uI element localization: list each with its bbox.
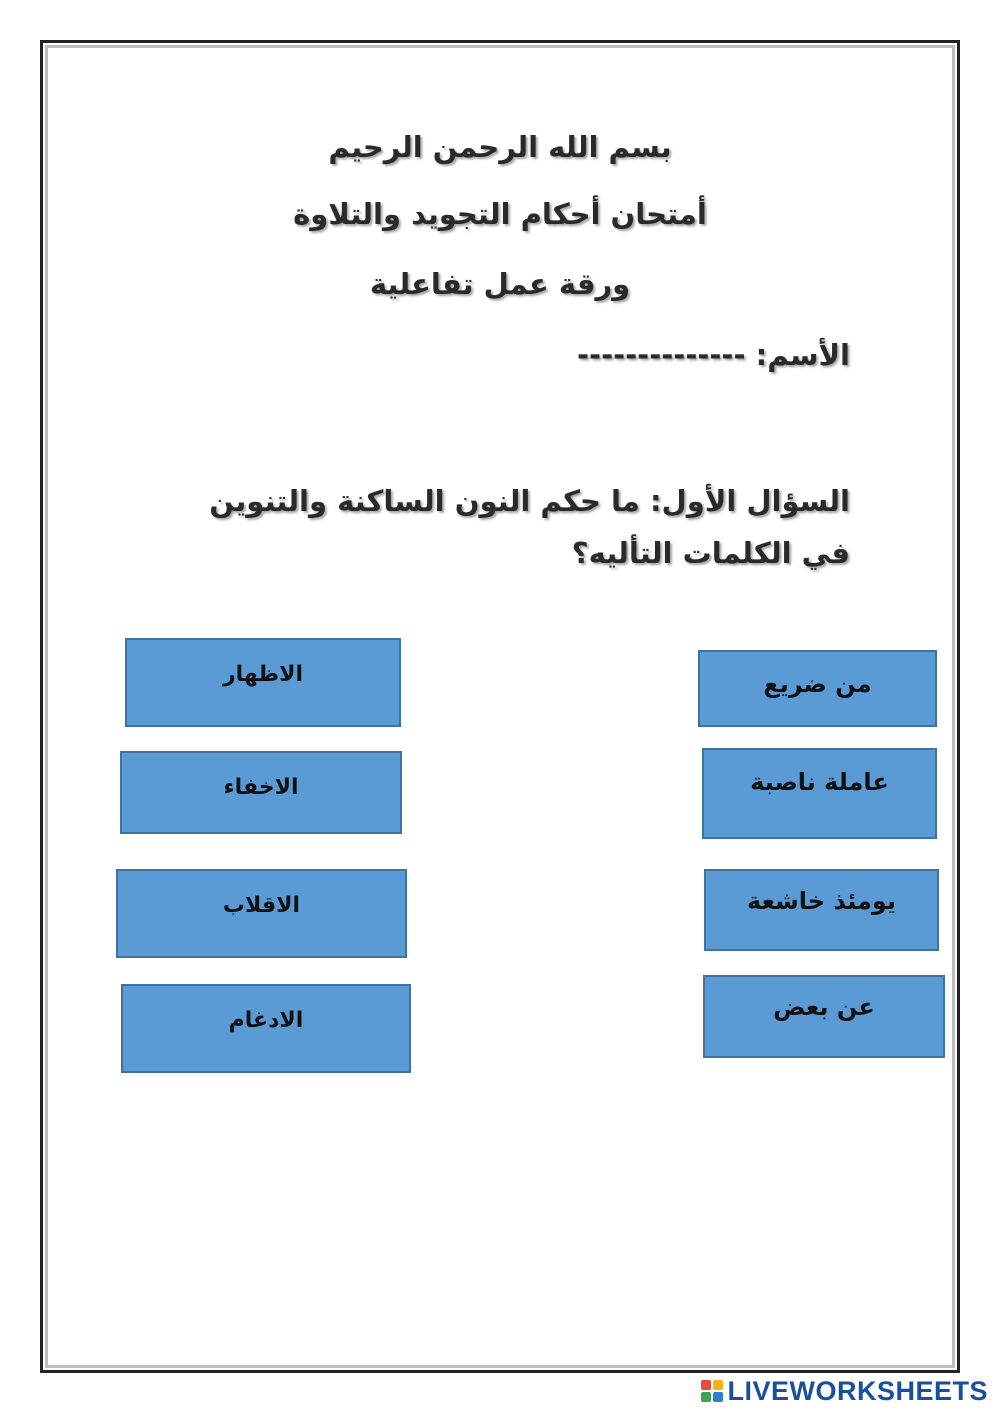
word-box-2[interactable] xyxy=(702,748,937,839)
exam-title: أمتحان أحكام التجويد والتلاوة xyxy=(293,197,707,231)
sheet-title: ورقة عمل تفاعلية xyxy=(369,267,631,301)
answer-label: الاقلاب xyxy=(222,893,301,918)
brand-text: LIVEWORKSHEETS xyxy=(727,1375,988,1406)
word-box-1[interactable] xyxy=(698,650,937,727)
word-label: عن بعض xyxy=(773,993,875,1021)
answer-box-iqlab[interactable] xyxy=(116,869,407,958)
word-label: من ضريع xyxy=(763,670,872,698)
answer-label: الاخفاء xyxy=(223,775,299,800)
liveworksheets-logo-icon xyxy=(701,1380,723,1402)
answer-label: الادغام xyxy=(228,1008,304,1033)
basmala: بسم الله الرحمن الرحيم xyxy=(328,130,672,164)
word-label: عاملة ناصبة xyxy=(750,768,889,796)
name-field[interactable]: الأسم: -------------- xyxy=(577,338,850,372)
question-1-text: السؤال الأول: ما حكم النون الساكنة والتنوين في الكلمات التأليه؟ xyxy=(209,484,850,570)
answer-box-idgham[interactable] xyxy=(121,984,411,1073)
answer-box-izhar[interactable] xyxy=(125,638,401,727)
word-box-4[interactable] xyxy=(703,975,945,1058)
word-label: يومئذ خاشعة xyxy=(747,887,896,915)
word-box-3[interactable] xyxy=(704,869,939,951)
liveworksheets-brand[interactable] xyxy=(701,1376,988,1406)
answer-label: الاظهار xyxy=(222,662,304,687)
answer-box-ikhfa[interactable] xyxy=(120,751,402,834)
